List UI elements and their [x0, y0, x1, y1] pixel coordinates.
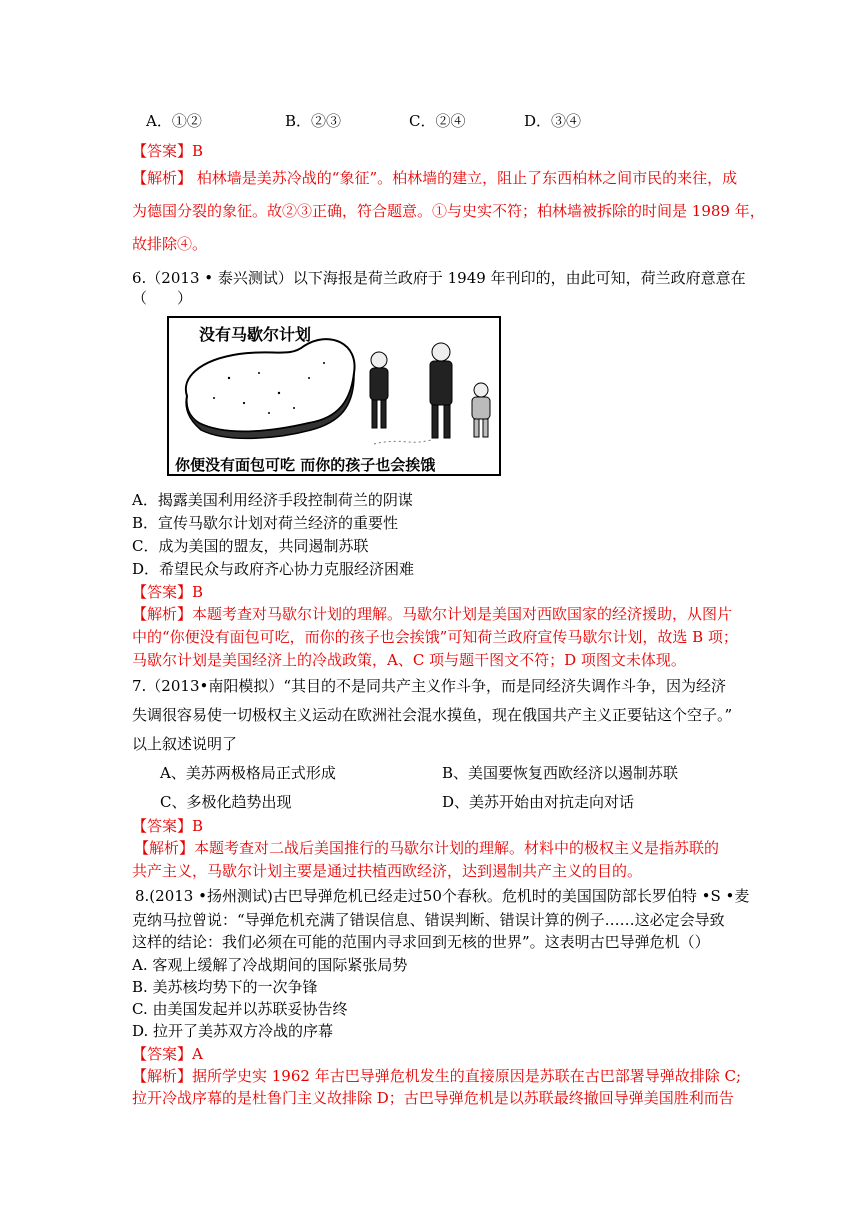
- q7-option-b: B、美国要恢复西欧经济以遏制苏联: [442, 764, 679, 782]
- poster-top-text: 没有马歇尔计划: [199, 325, 312, 344]
- q7-stem: 7.（2013•南阳模拟）“其目的不是同共产主义作斗争，而是同经济失调作斗争，因为经济: [132, 677, 727, 695]
- q7-option-d: D、美苏开始由对抗走向对话: [442, 793, 635, 811]
- q5-analysis-line: 故排除④。: [132, 235, 208, 253]
- q5-analysis-line: 为德国分裂的象征。故②③正确，符合题意。①与史实不符；柏林墙被拆除的时间是 1989 年，: [132, 202, 765, 220]
- q7-option-a: A、美苏两极格局正式形成: [160, 764, 336, 782]
- q8-stem: 克纳马拉曾说：“导弹危机充满了错误信息、错误判断、错误计算的例子……这必定会导致: [132, 911, 725, 929]
- q5-analysis-line: 【解析】 柏林墙是美苏冷战的“象征”。柏林墙的建立，阻止了东西柏林之间市民的来往，成: [132, 169, 738, 187]
- q6-option-c: C．成为美国的盟友，共同遏制苏联: [132, 537, 369, 555]
- q5-option-b: B．②③: [285, 112, 342, 130]
- q7-analysis-line: 【解析】本题考查对二战后美国推行的马歇尔计划的理解。材料中的极权主义是指苏联的: [134, 839, 720, 857]
- poster-bottom-text: 你便没有面包可吃 而你的孩子也会挨饿: [175, 456, 436, 474]
- q7-analysis-line: 共产主义，马歇尔计划主要是通过扶植西欧经济，达到遏制共产主义的目的。: [132, 862, 643, 880]
- q5-option-c: C．②④: [409, 112, 466, 130]
- q7-answer: 【答案】B: [132, 817, 204, 835]
- q5-option-a: A．①②: [146, 112, 202, 130]
- q6-option-d: D．希望民众与政府齐心协力克服经济困难: [132, 560, 415, 578]
- q6-stem: （ ）: [132, 289, 193, 307]
- q6-answer: 【答案】B: [132, 583, 204, 601]
- q6-analysis-line: 【解析】本题考查对马歇尔计划的理解。马歇尔计划是美国对西欧国家的经济援助，从图片: [132, 605, 733, 623]
- q5-option-d: D．③④: [524, 112, 582, 130]
- q8-answer: 【答案】A: [132, 1045, 203, 1063]
- q6-analysis-line: 中的“你便没有面包可吃，而你的孩子也会挨饿”可知荷兰政府宣传马歇尔计划，故选 B 项；: [132, 628, 738, 646]
- q8-option-a: A. 客观上缓解了冷战期间的国际紧张局势: [132, 956, 408, 974]
- q8-option-c: C. 由美国发起并以苏联妥协告终: [132, 1000, 348, 1018]
- q8-analysis-line: 拉开冷战序幕的是杜鲁门主义故排除 D；古巴导弹危机是以苏联最终撤回导弹美国胜利而告: [132, 1089, 734, 1107]
- q6-option-a: A．揭露美国利用经济手段控制荷兰的阴谋: [132, 491, 413, 509]
- q7-option-c: C、多极化趋势出现: [160, 793, 292, 811]
- q8-option-d: D. 拉开了美苏双方冷战的序幕: [132, 1022, 334, 1040]
- q8-option-b: B. 美苏核均势下的一次争锋: [132, 978, 318, 996]
- q7-stem: 失调很容易使一切极权主义运动在欧洲社会混水摸鱼，现在俄国共产主义正要钻这个空子。”: [132, 706, 733, 724]
- q8-stem: 8.(2013 •扬州测试)古巴导弹危机已经走过50个春秋。危机时的美国国防部长罗伯特 •S •麦: [135, 887, 750, 905]
- q6-stem: 6.（2013 • 泰兴测试）以下海报是荷兰政府于 1949 年刊印的，由此可知，荷兰政府意意在: [132, 269, 746, 287]
- q6-analysis-line: 马歇尔计划是美国经济上的冷战政策，A、C 项与题干图文不符；D 项图文未体现。: [132, 651, 686, 669]
- marshall-plan-poster: [167, 316, 501, 476]
- q5-answer: 【答案】B: [132, 142, 204, 160]
- q6-option-b: B．宣传马歇尔计划对荷兰经济的重要性: [132, 514, 399, 532]
- q7-stem: 以上叙述说明了: [132, 735, 238, 753]
- q8-stem: 这样的结论：我们必须在可能的范围内寻求回到无核的世界”。这表明古巴导弹危机（）: [132, 933, 710, 951]
- q8-analysis-line: 【解析】据所学史实 1962 年古巴导弹危机发生的直接原因是苏联在古巴部署导弹故排除 C;: [132, 1067, 742, 1085]
